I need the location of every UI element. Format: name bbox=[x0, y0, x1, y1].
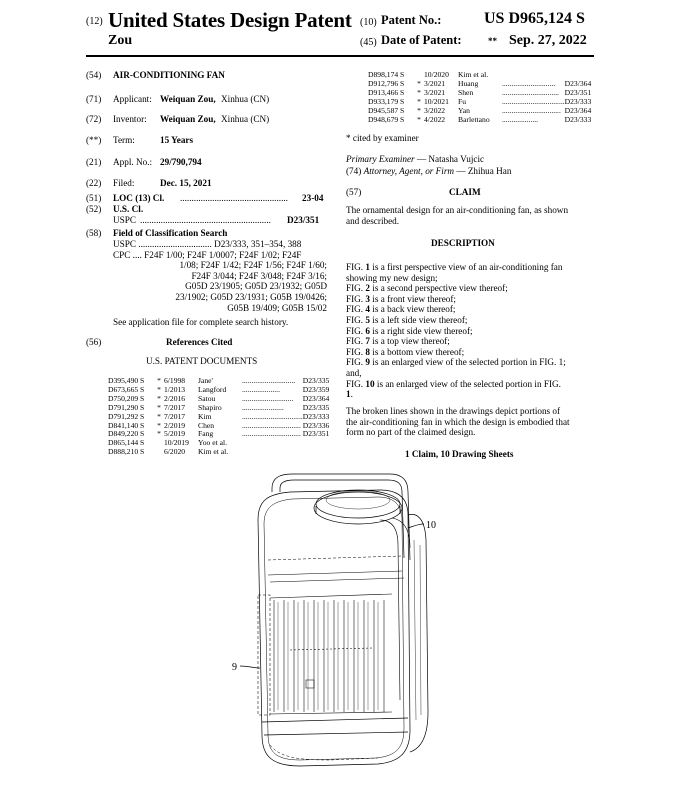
fan-base bbox=[262, 718, 408, 735]
reference-num: D888,210 S bbox=[108, 447, 145, 457]
field-line: 1/08; F24F 1/42; F24F 1/56; F24F 1/60; bbox=[179, 260, 327, 271]
fan-side-panel bbox=[408, 514, 428, 752]
fig-number: 10 bbox=[365, 378, 375, 389]
uspc-value: D23/351 bbox=[287, 215, 320, 225]
broken-lines-line: the air-conditioning fan in which the design is embodied that bbox=[346, 416, 570, 427]
us-cl-label: U.S. Cl. bbox=[113, 204, 144, 214]
reference-num: D898,174 S bbox=[368, 70, 405, 79]
patent-number: US D965,124 S bbox=[484, 10, 585, 27]
code-12: (12) bbox=[86, 16, 103, 27]
leader-line-9 bbox=[240, 666, 260, 668]
reference-dots: ............................... bbox=[502, 106, 561, 115]
reference-star: * bbox=[157, 402, 161, 412]
code-54: (54) bbox=[86, 70, 102, 80]
code-term: (**) bbox=[86, 135, 102, 145]
field-search-label: Field of Classification Search bbox=[113, 228, 228, 238]
patent-type-title: United States Design Patent bbox=[108, 8, 352, 32]
code-21: (21) bbox=[86, 157, 102, 167]
reference-name: Huang bbox=[458, 78, 479, 88]
term-label: Term: bbox=[113, 135, 135, 145]
reference-date: 10/2019 bbox=[164, 438, 189, 448]
reference-cls: D23/333 bbox=[302, 411, 330, 421]
claims-sheets-summary: 1 Claim, 10 Drawing Sheets bbox=[405, 449, 514, 459]
reference-cls: D23/351 bbox=[564, 87, 592, 97]
reference-date: 7/2017 bbox=[164, 411, 186, 421]
header-inventor: Zou bbox=[108, 33, 133, 48]
attorney-label: Attorney, Agent, or Firm bbox=[363, 166, 455, 176]
date-label: Date of Patent: bbox=[381, 33, 462, 47]
fig-prefix: FIG. bbox=[346, 262, 366, 272]
reference-dots: ...................... bbox=[242, 403, 284, 412]
reference-cls: D23/335 bbox=[302, 402, 330, 412]
reference-date: 2/2019 bbox=[164, 420, 186, 430]
appl-no-value: 29/790,794 bbox=[160, 157, 202, 167]
reference-star: * bbox=[157, 429, 161, 439]
reference-name: Yoo et al. bbox=[198, 438, 227, 448]
references-cited-title: References Cited bbox=[166, 337, 233, 347]
fig-text: is an enlarged view of the selected portion in FIG. 1; bbox=[370, 357, 566, 368]
reference-cls: D23/336 bbox=[302, 420, 330, 430]
fig-number: 7 bbox=[365, 336, 370, 347]
reference-date: 3/2022 bbox=[424, 105, 446, 115]
reference-date: 7/2017 bbox=[164, 402, 186, 412]
reference-num: D395,490 S bbox=[108, 376, 145, 385]
fig-text: is a left side view thereof; bbox=[370, 314, 468, 325]
reference-num: D948,679 S bbox=[368, 114, 405, 124]
reference-star: * bbox=[417, 105, 421, 115]
reference-cls: D23/359 bbox=[302, 384, 330, 394]
see-application-note: See application file for complete search history. bbox=[113, 317, 289, 327]
fan-top-dial bbox=[314, 492, 402, 524]
code-74: (74) bbox=[346, 166, 362, 176]
applicant-name: Weiquan Zou, bbox=[160, 94, 216, 104]
reference-date: 4/2022 bbox=[424, 114, 446, 124]
reference-cls: D23/335 bbox=[302, 376, 330, 385]
field-line: CPC .... F24F 1/00; F24F 1/0007; F24F 1/02; F24F bbox=[113, 249, 302, 260]
loc-dots: ............................................... bbox=[180, 193, 288, 203]
fig-text: is a top view thereof; bbox=[370, 336, 450, 347]
reference-num: D933,179 S bbox=[368, 96, 405, 106]
reference-dots: .................... bbox=[242, 385, 280, 394]
reference-dots: .............................. bbox=[502, 88, 559, 97]
date-marker: ** bbox=[488, 36, 497, 46]
claim-title: CLAIM bbox=[449, 187, 481, 197]
code-72: (72) bbox=[86, 114, 102, 124]
reference-star: * bbox=[157, 393, 161, 403]
reference-num: D791,292 S bbox=[108, 411, 145, 421]
primary-examiner-name: — Natasha Vujcic bbox=[416, 154, 485, 164]
inventor-label: Inventor: bbox=[113, 114, 147, 124]
appl-no-label: Appl. No.: bbox=[113, 157, 153, 167]
fig-text: is a first perspective view of an air-conditioning fan bbox=[370, 262, 563, 272]
reference-star: * bbox=[157, 376, 161, 385]
reference-date: 6/1998 bbox=[164, 376, 186, 385]
reference-star: * bbox=[417, 78, 421, 88]
fig-prefix: FIG. bbox=[346, 304, 366, 315]
field-line: G05B 19/409; G05B 15/02 bbox=[227, 302, 327, 313]
reference-num: D865,144 S bbox=[108, 438, 145, 448]
reference-name: Fang bbox=[198, 429, 214, 439]
patent-no-label: Patent No.: bbox=[381, 13, 442, 27]
fig-prefix: FIG. bbox=[346, 283, 366, 294]
fig-number: 1 bbox=[346, 389, 351, 400]
fig-prefix: FIG. bbox=[346, 293, 366, 304]
fig-text: is an enlarged view of the selected portion in FIG. bbox=[374, 378, 561, 389]
reference-num: D912,796 S bbox=[368, 78, 405, 88]
reference-dots: ............................ bbox=[502, 79, 556, 88]
reference-dots: ............................ bbox=[242, 377, 296, 385]
fig-number: 9 bbox=[365, 357, 370, 368]
fig-text: is a second perspective view thereof; bbox=[370, 283, 508, 294]
code-58: (58) bbox=[86, 228, 102, 238]
reference-dots: ................... bbox=[502, 115, 539, 124]
ref-9-label: 9 bbox=[232, 662, 237, 673]
reference-dots: ............................... bbox=[242, 430, 301, 439]
filed-label: Filed: bbox=[113, 178, 135, 188]
reference-star: * bbox=[417, 114, 421, 124]
reference-name: Kim et al. bbox=[198, 447, 229, 457]
fig-text: . bbox=[350, 389, 353, 400]
loc-label: LOC (13) Cl. bbox=[113, 193, 165, 203]
field-line: USPC ................................ D23/333, 351–354, 388 bbox=[113, 239, 302, 249]
reference-dots: ................................ bbox=[242, 412, 303, 421]
reference-date: 2/2016 bbox=[164, 393, 186, 403]
reference-name: Shapiro bbox=[198, 402, 222, 412]
code-51: (51) bbox=[86, 193, 102, 203]
reference-date: 10/2021 bbox=[424, 96, 449, 106]
broken-lines-line: The broken lines shown in the drawings depict portions of bbox=[346, 406, 561, 416]
reference-date: 6/2020 bbox=[164, 447, 186, 457]
reference-name: Barlettano bbox=[458, 114, 490, 124]
reference-num: D750,209 S bbox=[108, 393, 145, 403]
fan-grille bbox=[258, 594, 392, 715]
fig-text: is a bottom view thereof; bbox=[370, 346, 465, 357]
reference-cls: D23/364 bbox=[302, 393, 330, 403]
uspc-label: USPC bbox=[113, 215, 136, 225]
code-56: (56) bbox=[86, 337, 102, 347]
attorney-name: — Zhihua Han bbox=[456, 166, 512, 176]
fig-number: 6 bbox=[365, 325, 370, 336]
applicant-location: Xinhua (CN) bbox=[221, 94, 270, 104]
patent-date: Sep. 27, 2022 bbox=[509, 33, 587, 48]
reference-cls: D23/351 bbox=[302, 429, 330, 439]
reference-cls: D23/364 bbox=[564, 78, 592, 88]
code-57: (57) bbox=[346, 187, 362, 197]
fig-number: 5 bbox=[365, 314, 370, 325]
reference-star: * bbox=[417, 87, 421, 97]
fig-prefix: FIG. bbox=[346, 346, 366, 357]
reference-cls: D23/333 bbox=[564, 96, 592, 106]
claim-line: and described. bbox=[346, 215, 400, 226]
fig-text: and, bbox=[346, 367, 362, 378]
fig-text: is a right side view thereof; bbox=[370, 325, 473, 336]
field-line: F24F 3/044; F24F 3/048; F24F 3/16; bbox=[191, 270, 327, 281]
reference-name: Yan bbox=[458, 105, 470, 115]
reference-date: 1/2013 bbox=[164, 384, 186, 394]
fig-prefix: FIG. bbox=[346, 314, 366, 325]
fig-text: is a back view thereof; bbox=[370, 304, 456, 315]
leader-line-10 bbox=[408, 524, 424, 528]
fig-text: is a front view thereof; bbox=[370, 293, 456, 304]
reference-num: D791,290 S bbox=[108, 402, 145, 412]
reference-name: Kim et al. bbox=[458, 70, 489, 79]
reference-name: Langford bbox=[198, 384, 227, 394]
reference-date: 5/2019 bbox=[164, 429, 186, 439]
reference-num: D945,587 S bbox=[368, 105, 405, 115]
reference-name: Jane' bbox=[198, 376, 213, 385]
field-line: 23/1902; G05D 23/1931; G05B 19/0426; bbox=[175, 291, 327, 302]
reference-num: D673,665 S bbox=[108, 384, 145, 394]
ref-10-label: 10 bbox=[426, 520, 436, 531]
reference-num: D913,466 S bbox=[368, 87, 405, 97]
reference-star: * bbox=[157, 420, 161, 430]
reference-star: * bbox=[157, 384, 161, 394]
broken-lines-line: form no part of the claimed design. bbox=[346, 427, 476, 438]
fig-number: 3 bbox=[365, 293, 370, 304]
claim-line: The ornamental design for an air-conditioning fan, as shown bbox=[346, 205, 569, 215]
reference-name: Chen bbox=[198, 420, 215, 430]
reference-dots: ........................... bbox=[242, 394, 294, 403]
fig-prefix: FIG. bbox=[346, 325, 366, 336]
reference-cls: D23/333 bbox=[564, 114, 592, 124]
us-patent-documents-title: U.S. PATENT DOCUMENTS bbox=[146, 356, 258, 366]
fig-prefix: FIG. bbox=[346, 357, 366, 368]
fig-number: 8 bbox=[365, 346, 370, 357]
reference-date: 3/2021 bbox=[424, 87, 446, 97]
fig-number: 4 bbox=[365, 304, 370, 315]
filed-value: Dec. 15, 2021 bbox=[160, 178, 212, 188]
code-10: (10) bbox=[360, 17, 377, 28]
reference-num: D849,220 S bbox=[108, 429, 145, 439]
fig-number: 2 bbox=[365, 283, 370, 294]
code-45: (45) bbox=[360, 37, 377, 48]
fig-prefix: FIG. bbox=[346, 336, 366, 347]
cited-by-examiner: * cited by examiner bbox=[346, 133, 419, 143]
code-52: (52) bbox=[86, 204, 102, 214]
reference-date: 3/2021 bbox=[424, 78, 446, 88]
reference-dots: ................................. bbox=[502, 97, 565, 106]
loc-value: 23-04 bbox=[302, 193, 324, 203]
applicant-label: Applicant: bbox=[113, 94, 152, 104]
reference-dots: ............................... bbox=[242, 421, 301, 430]
reference-name: Shen bbox=[458, 87, 474, 97]
inventor-location: Xinhua (CN) bbox=[221, 114, 270, 124]
description-title: DESCRIPTION bbox=[431, 238, 495, 248]
reference-date: 10/2020 bbox=[424, 70, 449, 79]
field-line: G05D 23/1905; G05D 23/1932; G05D bbox=[185, 281, 327, 292]
reference-name: Kim bbox=[198, 411, 212, 421]
reference-num: D841,140 S bbox=[108, 420, 145, 430]
fig-text: showing my new design; bbox=[346, 272, 438, 283]
fig-prefix: FIG. bbox=[346, 378, 366, 389]
reference-cls: D23/364 bbox=[564, 105, 592, 115]
uspc-dots: ......................................................... bbox=[140, 215, 271, 225]
reference-name: Fu bbox=[458, 96, 467, 106]
reference-star: * bbox=[417, 96, 421, 106]
fig-number: 1 bbox=[365, 262, 370, 272]
reference-name: Satou bbox=[198, 393, 216, 403]
term-value: 15 Years bbox=[160, 135, 194, 145]
design-title: AIR-CONDITIONING FAN bbox=[113, 70, 225, 80]
primary-examiner-label: Primary Examiner bbox=[346, 154, 415, 164]
code-22: (22) bbox=[86, 178, 102, 188]
inventor-name: Weiquan Zou, bbox=[160, 114, 216, 124]
code-71: (71) bbox=[86, 94, 102, 104]
reference-star: * bbox=[157, 411, 161, 421]
